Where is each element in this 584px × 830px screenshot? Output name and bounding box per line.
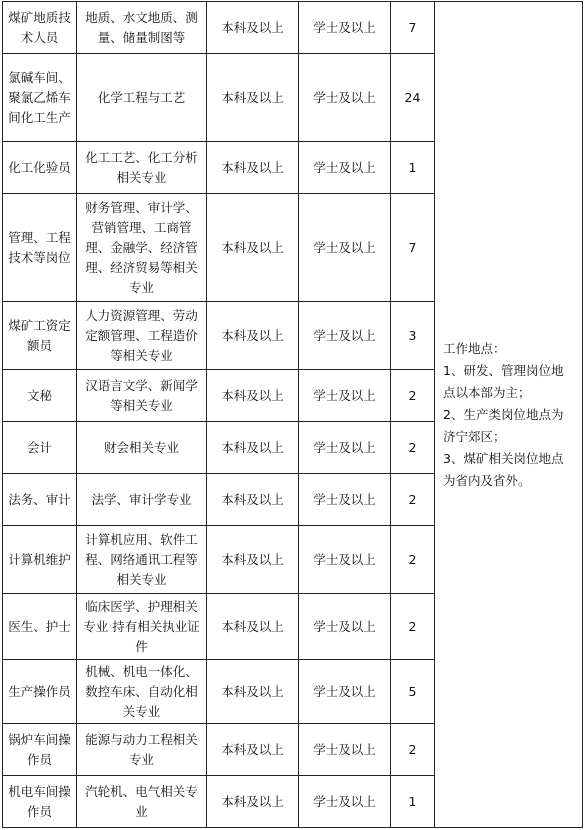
- note-title: 工作地点：: [443, 340, 506, 356]
- position-cell: 会计: [3, 422, 77, 474]
- education-cell: 本科及以上: [207, 776, 299, 828]
- major-cell: 机械、机电一体化、数控车床、自动化相关专业: [77, 660, 207, 724]
- education-cell: 本科及以上: [207, 302, 299, 370]
- position-cell: 机电车间操作员: [3, 776, 77, 828]
- position-cell: 煤矿工资定额员: [3, 302, 77, 370]
- position-cell: 煤矿地质技术人员: [3, 2, 77, 54]
- major-cell: 化学工程与工艺: [77, 54, 207, 142]
- major-cell: 临床医学、护理相关专业 持有相关执业证件: [77, 594, 207, 660]
- count-cell: 2: [391, 594, 435, 660]
- degree-cell: 学士及以上: [299, 2, 391, 54]
- recruitment-table: [2, 1, 583, 828]
- count-cell: 7: [391, 194, 435, 302]
- degree-cell: 学士及以上: [299, 422, 391, 474]
- count-cell: 7: [391, 2, 435, 54]
- degree-cell: 学士及以上: [299, 54, 391, 142]
- count-cell: 2: [391, 370, 435, 422]
- count-cell: 2: [391, 474, 435, 526]
- education-cell: 本科及以上: [207, 2, 299, 54]
- major-cell: 财务管理、审计学、营销管理、工商管理、金融学、经济管理、经济贸易等相关专业: [77, 194, 207, 302]
- education-cell: 本科及以上: [207, 660, 299, 724]
- education-cell: 本科及以上: [207, 526, 299, 594]
- count-cell: 24: [391, 54, 435, 142]
- major-cell: 财会相关专业: [77, 422, 207, 474]
- position-cell: 锅炉车间操作员: [3, 724, 77, 776]
- count-cell: 5: [391, 660, 435, 724]
- education-cell: 本科及以上: [207, 422, 299, 474]
- degree-cell: 学士及以上: [299, 660, 391, 724]
- count-cell: 2: [391, 724, 435, 776]
- position-cell: 氯碱车间、聚氯乙烯车间化工生产: [3, 54, 77, 142]
- degree-cell: 学士及以上: [299, 142, 391, 194]
- position-cell: 化工化验员: [3, 142, 77, 194]
- major-cell: 法学、审计学专业: [77, 474, 207, 526]
- degree-cell: 学士及以上: [299, 594, 391, 660]
- degree-cell: 学士及以上: [299, 370, 391, 422]
- position-cell: 生产操作员: [3, 660, 77, 724]
- major-cell: 地质、水文地质、测量、储量制图等: [77, 2, 207, 54]
- table-row: [3, 2, 583, 54]
- degree-cell: 学士及以上: [299, 526, 391, 594]
- position-cell: 法务、审计: [3, 474, 77, 526]
- education-cell: 本科及以上: [207, 594, 299, 660]
- education-cell: 本科及以上: [207, 370, 299, 422]
- note-line: 1、研发、管理岗位地点以本部为主；: [443, 362, 564, 400]
- education-cell: 本科及以上: [207, 142, 299, 194]
- major-cell: 计算机应用、软件工程、网络通讯工程等相关专业: [77, 526, 207, 594]
- count-cell: 2: [391, 422, 435, 474]
- major-cell: 汉语言文学、新闻学等相关专业: [77, 370, 207, 422]
- count-cell: 1: [391, 776, 435, 828]
- note-line: 3、煤矿相关岗位地点为省内及省外。: [443, 450, 564, 488]
- major-cell: 人力资源管理、劳动定额管理、工程造价等相关专业: [77, 302, 207, 370]
- note-line: 2、生产类岗位地点为济宁郊区；: [443, 406, 564, 444]
- degree-cell: 学士及以上: [299, 776, 391, 828]
- education-cell: 本科及以上: [207, 724, 299, 776]
- position-cell: 计算机维护: [3, 526, 77, 594]
- work-location-note: [435, 2, 583, 828]
- count-cell: 3: [391, 302, 435, 370]
- position-cell: 管理、工程技术等岗位: [3, 194, 77, 302]
- major-cell: 汽轮机、电气相关专业: [77, 776, 207, 828]
- degree-cell: 学士及以上: [299, 194, 391, 302]
- degree-cell: 学士及以上: [299, 302, 391, 370]
- position-cell: 文秘: [3, 370, 77, 422]
- education-cell: 本科及以上: [207, 194, 299, 302]
- major-cell: 能源与动力工程相关专业: [77, 724, 207, 776]
- major-cell: 化工工艺、化工分析相关专业: [77, 142, 207, 194]
- degree-cell: 学士及以上: [299, 474, 391, 526]
- count-cell: 2: [391, 526, 435, 594]
- education-cell: 本科及以上: [207, 474, 299, 526]
- count-cell: 1: [391, 142, 435, 194]
- position-cell: 医生、护士: [3, 594, 77, 660]
- degree-cell: 学士及以上: [299, 724, 391, 776]
- education-cell: 本科及以上: [207, 54, 299, 142]
